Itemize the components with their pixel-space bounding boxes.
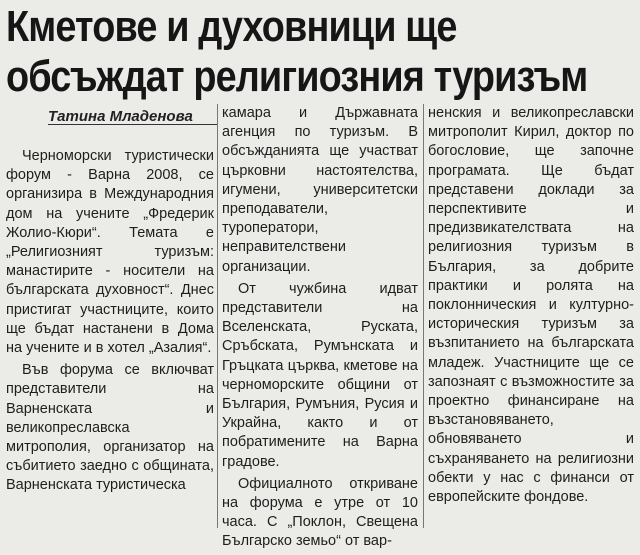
article-column-3	[428, 104, 634, 510]
article-column-1	[6, 147, 214, 499]
paragraph: Във форума се включват представители на Варненската и великопреславска митрополия, организатор на събитието заедно с общината, Варненската туристическа	[6, 362, 214, 494]
article-column-2	[222, 104, 418, 555]
column-divider	[423, 104, 424, 528]
byline-rule	[48, 124, 218, 125]
byline: Татина Младенова	[48, 108, 193, 125]
headline-line-1: Кметове и духовници ще	[6, 2, 457, 51]
paragraph: Официалното откриване на форума е утре от 10 часа. С „Поклон, Свещена Българско земьо“ от вар-	[222, 475, 418, 550]
headline	[6, 2, 588, 102]
paragraph: От чужбина идват представители на Вселенската, Руската, Сръбската, Румънската и Гръцката църква, кметове на черноморските общини от България, Румъния, Русия и Украйна, както и от побратимените на Варна градове.	[222, 280, 418, 470]
column-divider	[217, 104, 218, 528]
headline-line-2: обсъждат религиозния туризъм	[6, 52, 588, 101]
paragraph: Черноморски туристически форум - Варна 2008, се организира в Международния дом на учените „Фредерик Жолио-Кюри“. Темата е „Религиозният туризъм: манастирите - носители на българската духовност“. Днес пристигат участниците, които ще бъдат настанени в Дома на учените и в хотел „Азалия“.	[6, 148, 214, 357]
paragraph: ненския и великопреславски митрополит Кирил, доктор по богословие, ще започне програмата. Ще бъдат представени доклади за перспективите и предизвикателствата на религиозния туризъм в България, за добрите практики и ролята на поклонническия и културно-историческия туризъм за възпитанието на българската младеж. Участниците ще се запознаят с възможностите за проектно финансиране на възстановяването, обновяването и съхраняването на религиозни обекти у нас с финанси от европейските фондове.	[428, 105, 634, 506]
paragraph: камара и Държавната агенция по туризъм. В обсъжданията ще участват църковни настоятелства, игумени, университетски преподаватели, туроператори, неправителствени организации.	[222, 105, 418, 275]
